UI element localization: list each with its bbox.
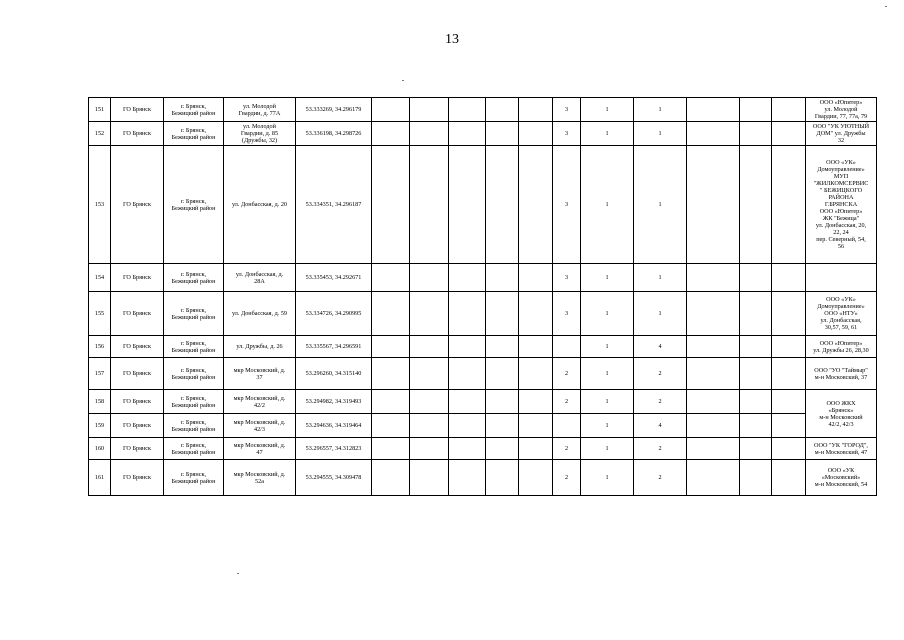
district-cell: ГО Брянск: [111, 292, 164, 336]
empty-cell: [372, 264, 410, 292]
table-row: [89, 336, 877, 358]
address-cell: ул. Дружбы, д. 26: [224, 336, 296, 358]
scan-speck: [237, 573, 239, 574]
scan-speck: [885, 6, 887, 7]
count-cell: 1: [581, 264, 634, 292]
district-cell: ГО Брянск: [111, 414, 164, 438]
empty-cell: [372, 390, 410, 414]
empty-cell: [486, 438, 519, 460]
management-company-cell: ООО «УК «Московский» м-н Московский, 54: [806, 460, 877, 496]
empty-cell: [372, 292, 410, 336]
count-cell: 1: [581, 122, 634, 146]
empty-cell: [410, 438, 449, 460]
settlement-cell: г. Брянск, Бежицкий район: [164, 414, 224, 438]
scan-speck: [402, 80, 404, 81]
empty-cell: [740, 336, 772, 358]
page-number: 13: [445, 32, 459, 47]
management-company-cell: ООО «УК» Домоуправление» МУП "ЖИЛКОМСЕРВИС " БЕЖИЦКОГО РАЙОНА Г.БРЯНСКА ООО «Юпитер» ЖК "Бежица" ул. Донбасская, 20, 22, 24 пер. Северный, 54, 56: [806, 146, 877, 264]
settlement-cell: г. Брянск, Бежицкий район: [164, 98, 224, 122]
management-company-cell: [806, 264, 877, 292]
empty-cell: [740, 414, 772, 438]
count-cell: 1: [581, 336, 634, 358]
count-cell: 1: [581, 460, 634, 496]
settlement-cell: г. Брянск, Бежицкий район: [164, 146, 224, 264]
table-row: [89, 438, 877, 460]
count-cell: 1: [581, 358, 634, 390]
count-cell: 4: [634, 336, 687, 358]
empty-cell: [449, 292, 486, 336]
empty-cell: [372, 122, 410, 146]
count-cell: 1: [581, 292, 634, 336]
row-number: 160: [89, 438, 111, 460]
empty-cell: [410, 264, 449, 292]
coordinates-cell: 53.336198, 34.298726: [296, 122, 372, 146]
registry-table: [88, 97, 877, 496]
district-cell: ГО Брянск: [111, 336, 164, 358]
count-cell: 1: [634, 98, 687, 122]
count-cell: 2: [553, 438, 581, 460]
empty-cell: [519, 146, 553, 264]
empty-cell: [410, 146, 449, 264]
empty-cell: [740, 98, 772, 122]
empty-cell: [372, 146, 410, 264]
empty-cell: [772, 122, 806, 146]
table-row: [89, 460, 877, 496]
settlement-cell: г. Брянск, Бежицкий район: [164, 122, 224, 146]
count-cell: [553, 336, 581, 358]
empty-cell: [772, 460, 806, 496]
empty-cell: [410, 292, 449, 336]
coordinates-cell: 53.333269, 34.296179: [296, 98, 372, 122]
empty-cell: [687, 358, 740, 390]
count-cell: 1: [581, 414, 634, 438]
empty-cell: [449, 438, 486, 460]
empty-cell: [740, 390, 772, 414]
count-cell: 1: [634, 292, 687, 336]
empty-cell: [372, 460, 410, 496]
row-number: 159: [89, 414, 111, 438]
count-cell: 2: [634, 460, 687, 496]
management-company-cell: ООО "УО "Таймыр" м-н Московский, 37: [806, 358, 877, 390]
empty-cell: [410, 336, 449, 358]
address-cell: мкр Московский, д. 42/2: [224, 390, 296, 414]
count-cell: 2: [634, 390, 687, 414]
table-row: [89, 414, 877, 438]
address-cell: мкр Московский, д. 52а: [224, 460, 296, 496]
table-row: [89, 358, 877, 390]
table-row: [89, 292, 877, 336]
coordinates-cell: 53.294982, 34.319493: [296, 390, 372, 414]
empty-cell: [519, 460, 553, 496]
empty-cell: [687, 414, 740, 438]
address-cell: ул. Донбасская, д. 20: [224, 146, 296, 264]
coordinates-cell: 53.335453, 34.292671: [296, 264, 372, 292]
empty-cell: [410, 98, 449, 122]
district-cell: ГО Брянск: [111, 438, 164, 460]
count-cell: 2: [634, 438, 687, 460]
empty-cell: [740, 264, 772, 292]
district-cell: ГО Брянск: [111, 264, 164, 292]
empty-cell: [687, 98, 740, 122]
empty-cell: [486, 146, 519, 264]
table-row: [89, 390, 877, 414]
empty-cell: [486, 122, 519, 146]
empty-cell: [372, 358, 410, 390]
empty-cell: [449, 122, 486, 146]
district-cell: ГО Брянск: [111, 460, 164, 496]
empty-cell: [687, 390, 740, 414]
count-cell: 1: [581, 390, 634, 414]
empty-cell: [772, 390, 806, 414]
empty-cell: [372, 336, 410, 358]
management-company-cell: ООО ЖКХ «Брянск» м-н Московский 42/2, 42/3: [806, 390, 877, 438]
count-cell: 3: [553, 122, 581, 146]
empty-cell: [410, 414, 449, 438]
empty-cell: [449, 390, 486, 414]
management-company-cell: ООО «УК» Домоуправление» ООО «НТУ» ул. Донбасская, 30,57, 59, 61: [806, 292, 877, 336]
address-cell: ул. Молодой Гвардии, д. 77А: [224, 98, 296, 122]
count-cell: 2: [553, 460, 581, 496]
empty-cell: [519, 336, 553, 358]
empty-cell: [772, 98, 806, 122]
empty-cell: [486, 98, 519, 122]
table-body: [89, 98, 877, 496]
coordinates-cell: 53.335567, 34.296591: [296, 336, 372, 358]
management-company-cell: ООО "УК "ГОРОД", м-н Московский, 47: [806, 438, 877, 460]
empty-cell: [772, 336, 806, 358]
empty-cell: [486, 358, 519, 390]
district-cell: ГО Брянск: [111, 122, 164, 146]
count-cell: 3: [553, 264, 581, 292]
table-row: [89, 146, 877, 264]
empty-cell: [687, 336, 740, 358]
empty-cell: [740, 358, 772, 390]
table-row: [89, 122, 877, 146]
empty-cell: [372, 438, 410, 460]
count-cell: 1: [581, 98, 634, 122]
settlement-cell: г. Брянск, Бежицкий район: [164, 336, 224, 358]
settlement-cell: г. Брянск, Бежицкий район: [164, 460, 224, 496]
count-cell: 1: [634, 122, 687, 146]
empty-cell: [372, 414, 410, 438]
empty-cell: [519, 390, 553, 414]
empty-cell: [687, 292, 740, 336]
empty-cell: [449, 146, 486, 264]
empty-cell: [519, 414, 553, 438]
empty-cell: [449, 460, 486, 496]
management-company-cell: ООО «Юпитер» ул. Молодой Гвардии, 77, 77а, 79: [806, 98, 877, 122]
empty-cell: [449, 414, 486, 438]
empty-cell: [486, 292, 519, 336]
coordinates-cell: 53.334726, 34.290995: [296, 292, 372, 336]
row-number: 155: [89, 292, 111, 336]
row-number: 153: [89, 146, 111, 264]
empty-cell: [486, 336, 519, 358]
settlement-cell: г. Брянск, Бежицкий район: [164, 390, 224, 414]
row-number: 158: [89, 390, 111, 414]
address-cell: ул. Молодой Гвардии, д. 85 (Дружбы, 32): [224, 122, 296, 146]
empty-cell: [519, 438, 553, 460]
empty-cell: [486, 264, 519, 292]
empty-cell: [740, 460, 772, 496]
empty-cell: [449, 336, 486, 358]
table-row: [89, 264, 877, 292]
empty-cell: [740, 438, 772, 460]
address-cell: мкр Московский, д. 42/3: [224, 414, 296, 438]
count-cell: 3: [553, 98, 581, 122]
empty-cell: [372, 98, 410, 122]
empty-cell: [449, 264, 486, 292]
empty-cell: [772, 146, 806, 264]
empty-cell: [519, 358, 553, 390]
count-cell: 2: [553, 358, 581, 390]
empty-cell: [687, 146, 740, 264]
settlement-cell: г. Брянск, Бежицкий район: [164, 292, 224, 336]
empty-cell: [449, 358, 486, 390]
empty-cell: [772, 358, 806, 390]
count-cell: 1: [581, 438, 634, 460]
management-company-cell: ООО «Юпитер» ул. Дружбы 26, 28,30: [806, 336, 877, 358]
empty-cell: [519, 264, 553, 292]
empty-cell: [486, 414, 519, 438]
district-cell: ГО Брянск: [111, 358, 164, 390]
district-cell: ГО Брянск: [111, 390, 164, 414]
count-cell: 2: [553, 390, 581, 414]
count-cell: 3: [553, 146, 581, 264]
address-cell: мкр Московский, д. 37: [224, 358, 296, 390]
empty-cell: [740, 146, 772, 264]
row-number: 161: [89, 460, 111, 496]
empty-cell: [410, 358, 449, 390]
empty-cell: [687, 122, 740, 146]
settlement-cell: г. Брянск, Бежицкий район: [164, 358, 224, 390]
empty-cell: [772, 414, 806, 438]
empty-cell: [740, 292, 772, 336]
coordinates-cell: 53.296260, 34.315140: [296, 358, 372, 390]
empty-cell: [410, 122, 449, 146]
count-cell: 2: [634, 358, 687, 390]
empty-cell: [772, 264, 806, 292]
empty-cell: [449, 98, 486, 122]
empty-cell: [519, 122, 553, 146]
empty-cell: [410, 390, 449, 414]
settlement-cell: г. Брянск, Бежицкий район: [164, 264, 224, 292]
row-number: 151: [89, 98, 111, 122]
coordinates-cell: 53.334351, 34.296187: [296, 146, 372, 264]
row-number: 156: [89, 336, 111, 358]
address-cell: мкр Московский, д. 47: [224, 438, 296, 460]
count-cell: 1: [634, 264, 687, 292]
count-cell: 3: [553, 292, 581, 336]
count-cell: 1: [581, 146, 634, 264]
district-cell: ГО Брянск: [111, 98, 164, 122]
row-number: 152: [89, 122, 111, 146]
table-row: [89, 98, 877, 122]
district-cell: ГО Брянск: [111, 146, 164, 264]
management-company-cell: ООО "УК УЮТНЫЙ ДОМ" ул. Дружбы 32: [806, 122, 877, 146]
coordinates-cell: 53.296557, 34.312823: [296, 438, 372, 460]
empty-cell: [687, 264, 740, 292]
row-number: 154: [89, 264, 111, 292]
count-cell: 4: [634, 414, 687, 438]
empty-cell: [772, 438, 806, 460]
empty-cell: [486, 460, 519, 496]
empty-cell: [740, 122, 772, 146]
empty-cell: [519, 98, 553, 122]
empty-cell: [410, 460, 449, 496]
empty-cell: [772, 292, 806, 336]
row-number: 157: [89, 358, 111, 390]
count-cell: [553, 414, 581, 438]
empty-cell: [687, 460, 740, 496]
address-cell: ул. Донбасская, д. 28А: [224, 264, 296, 292]
empty-cell: [486, 390, 519, 414]
address-cell: ул. Донбасская, д. 59: [224, 292, 296, 336]
coordinates-cell: 53.294636, 34.319464: [296, 414, 372, 438]
count-cell: 1: [634, 146, 687, 264]
empty-cell: [519, 292, 553, 336]
coordinates-cell: 53.294555, 34.309478: [296, 460, 372, 496]
settlement-cell: г. Брянск, Бежицкий район: [164, 438, 224, 460]
empty-cell: [687, 438, 740, 460]
